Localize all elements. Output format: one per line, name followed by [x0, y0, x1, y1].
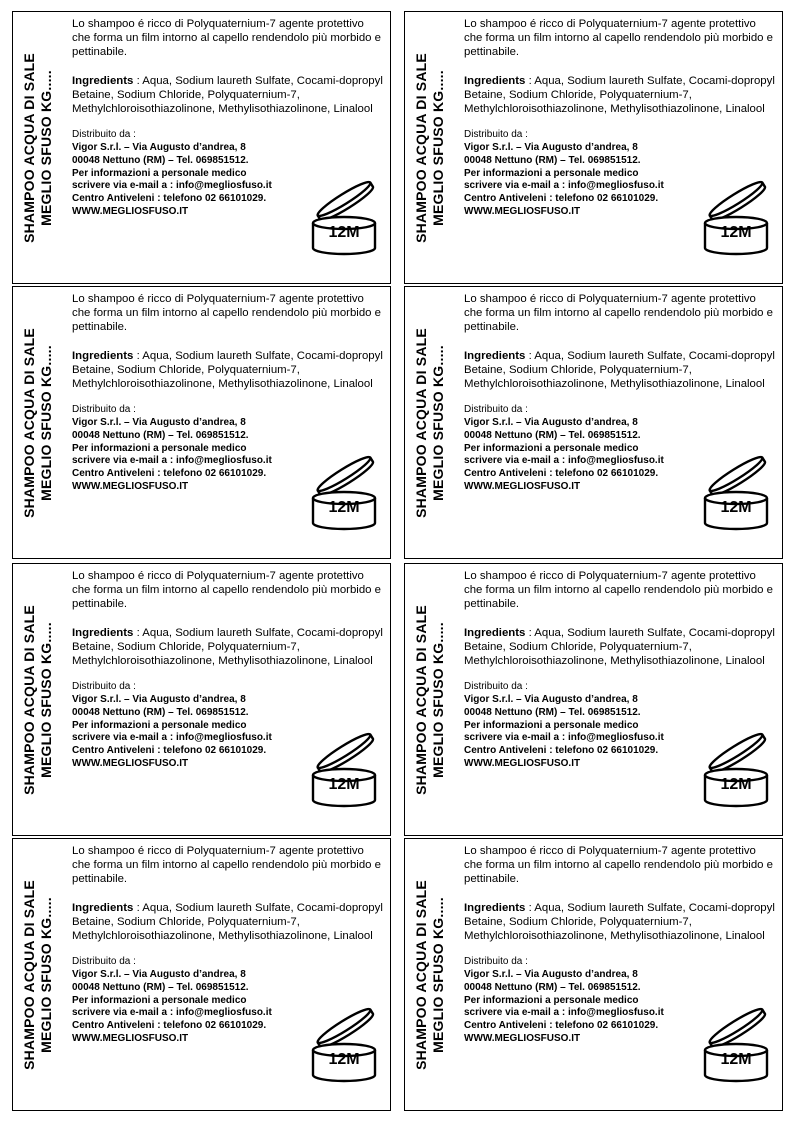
distributor-line: Vigor S.r.l. – Via Augusto d’andrea, 8	[72, 694, 246, 706]
ingredients-text: : Aqua, Sodium laureth Sulfate, Cocami-dopropyl Betaine, Sodium Chloride, Polyquaternium-7, Methylchloroisothiazolinone, Methylisothiazolinone, Linalool	[72, 349, 383, 391]
distributor-line: Per informazioni a personale medico	[72, 719, 247, 731]
distributor-line: 00048 Nettuno (RM) – Tel. 069851512.	[464, 706, 641, 718]
website-line: WWW.MEGLIOSFUSO.IT	[464, 481, 581, 492]
distributed-label: Distribuito da :	[72, 129, 136, 141]
title-line-2: MEGLIO SFUSO KG.....	[38, 344, 54, 501]
open-jar-icon	[303, 174, 385, 258]
open-jar-icon	[695, 726, 777, 810]
pao-label: 12M	[328, 224, 360, 241]
distributor-line: Centro Antiveleni : telefono 02 66101029.	[72, 193, 267, 205]
open-jar-icon	[695, 449, 777, 533]
pao-label: 12M	[720, 776, 752, 793]
distributor-line: scrivere via e-mail a : info@megliosfuso.it	[72, 732, 272, 744]
pao-label: 12M	[328, 1051, 360, 1068]
title-line-1: SHAMPOO ACQUA DI SALE	[413, 52, 429, 243]
pao-symbol	[695, 449, 777, 533]
website-line: WWW.MEGLIOSFUSO.IT	[464, 206, 581, 217]
distributed-label: Distribuito da :	[72, 956, 136, 968]
website-line: WWW.MEGLIOSFUSO.IT	[72, 206, 189, 217]
ingredients-text: : Aqua, Sodium laureth Sulfate, Cocami-dopropyl Betaine, Sodium Chloride, Polyquaternium-7, Methylchloroisothiazolinone, Methylisothiazolinone, Linalool	[464, 626, 775, 668]
product-label	[12, 286, 391, 559]
product-label	[404, 838, 783, 1111]
open-jar-icon	[695, 174, 777, 258]
distributed-label: Distribuito da :	[72, 404, 136, 416]
title-line-1: SHAMPOO ACQUA DI SALE	[21, 52, 37, 243]
pao-label: 12M	[720, 1051, 752, 1068]
distributor-line: Vigor S.r.l. – Via Augusto d’andrea, 8	[72, 417, 246, 429]
pao-symbol	[303, 1001, 385, 1085]
side-title	[407, 12, 453, 283]
distributor-line: 00048 Nettuno (RM) – Tel. 069851512.	[72, 154, 249, 166]
ingredients	[464, 349, 776, 392]
pao-symbol	[303, 449, 385, 533]
pao-symbol	[303, 174, 385, 258]
distributor-line: Centro Antiveleni : telefono 02 66101029.	[464, 1020, 659, 1032]
website-line: WWW.MEGLIOSFUSO.IT	[72, 1033, 189, 1044]
side-title	[15, 839, 61, 1110]
ingredients	[464, 901, 776, 944]
distributed-label: Distribuito da :	[464, 681, 528, 693]
product-label	[404, 11, 783, 284]
distributor-line: scrivere via e-mail a : info@megliosfuso.it	[464, 732, 664, 744]
side-title	[15, 564, 61, 835]
ingredients-text: : Aqua, Sodium laureth Sulfate, Cocami-dopropyl Betaine, Sodium Chloride, Polyquaternium-7, Methylchloroisothiazolinone, Methylisothiazolinone, Linalool	[464, 901, 775, 943]
distributor-line: Vigor S.r.l. – Via Augusto d’andrea, 8	[464, 142, 638, 154]
description: Lo shampoo é ricco di Polyquaternium-7 agente protettivo che forma un film intorno al capello rendendolo più morbido e pettinabile.	[464, 845, 773, 886]
title-line-1: SHAMPOO ACQUA DI SALE	[413, 327, 429, 518]
distributor-line: scrivere via e-mail a : info@megliosfuso.it	[72, 1007, 272, 1019]
ingredients-text: : Aqua, Sodium laureth Sulfate, Cocami-dopropyl Betaine, Sodium Chloride, Polyquaternium-7, Methylchloroisothiazolinone, Methylisothiazolinone, Linalool	[72, 74, 383, 116]
product-label	[12, 11, 391, 284]
description: Lo shampoo é ricco di Polyquaternium-7 agente protettivo che forma un film intorno al capello rendendolo più morbido e pettinabile.	[464, 293, 773, 334]
title-line-2: MEGLIO SFUSO KG.....	[430, 69, 446, 226]
distributor-line: Centro Antiveleni : telefono 02 66101029.	[464, 193, 659, 205]
distributor-line: 00048 Nettuno (RM) – Tel. 069851512.	[464, 429, 641, 441]
description: Lo shampoo é ricco di Polyquaternium-7 agente protettivo che forma un film intorno al capello rendendolo più morbido e pettinabile.	[464, 570, 773, 611]
description: Lo shampoo é ricco di Polyquaternium-7 agente protettivo che forma un film intorno al capello rendendolo più morbido e pettinabile.	[72, 845, 381, 886]
side-title	[15, 287, 61, 558]
website-line: WWW.MEGLIOSFUSO.IT	[72, 481, 189, 492]
title-line-1: SHAMPOO ACQUA DI SALE	[21, 879, 37, 1070]
distributed-label: Distribuito da :	[464, 129, 528, 141]
ingredients	[72, 349, 384, 392]
title-line-2: MEGLIO SFUSO KG.....	[430, 621, 446, 778]
product-label	[12, 563, 391, 836]
product-label	[12, 838, 391, 1111]
ingredients	[464, 74, 776, 117]
title-line-2: MEGLIO SFUSO KG.....	[38, 69, 54, 226]
side-title	[407, 287, 453, 558]
distributor-info	[464, 969, 704, 1046]
distributor-info	[72, 142, 312, 219]
open-jar-icon	[303, 449, 385, 533]
distributor-info	[72, 417, 312, 494]
description: Lo shampoo é ricco di Polyquaternium-7 agente protettivo che forma un film intorno al capello rendendolo più morbido e pettinabile.	[72, 18, 381, 59]
product-label	[404, 286, 783, 559]
ingredients-label: Ingredients	[464, 626, 526, 639]
pao-label: 12M	[328, 776, 360, 793]
description: Lo shampoo é ricco di Polyquaternium-7 agente protettivo che forma un film intorno al capello rendendolo più morbido e pettinabile.	[464, 18, 773, 59]
distributor-line: Per informazioni a personale medico	[464, 167, 639, 179]
ingredients-text: : Aqua, Sodium laureth Sulfate, Cocami-dopropyl Betaine, Sodium Chloride, Polyquaternium-7, Methylchloroisothiazolinone, Methylisothiazolinone, Linalool	[72, 901, 383, 943]
title-line-2: MEGLIO SFUSO KG.....	[38, 621, 54, 778]
distributor-line: Vigor S.r.l. – Via Augusto d’andrea, 8	[72, 142, 246, 154]
distributor-line: Per informazioni a personale medico	[464, 442, 639, 454]
ingredients	[72, 626, 384, 669]
ingredients-label: Ingredients	[464, 901, 526, 914]
website-line: WWW.MEGLIOSFUSO.IT	[464, 758, 581, 769]
ingredients-label: Ingredients	[72, 74, 134, 87]
distributor-line: scrivere via e-mail a : info@megliosfuso.it	[464, 1007, 664, 1019]
distributor-line: Per informazioni a personale medico	[72, 442, 247, 454]
pao-symbol	[303, 726, 385, 810]
pao-label: 12M	[720, 499, 752, 516]
distributor-info	[464, 417, 704, 494]
distributed-label: Distribuito da :	[72, 681, 136, 693]
distributor-info	[72, 694, 312, 771]
distributor-line: 00048 Nettuno (RM) – Tel. 069851512.	[464, 154, 641, 166]
website-line: WWW.MEGLIOSFUSO.IT	[464, 1033, 581, 1044]
side-title	[407, 839, 453, 1110]
website-line: WWW.MEGLIOSFUSO.IT	[72, 758, 189, 769]
distributor-line: 00048 Nettuno (RM) – Tel. 069851512.	[72, 981, 249, 993]
pao-label: 12M	[328, 499, 360, 516]
title-line-1: SHAMPOO ACQUA DI SALE	[21, 327, 37, 518]
pao-label: 12M	[720, 224, 752, 241]
ingredients	[72, 901, 384, 944]
distributor-line: Per informazioni a personale medico	[464, 994, 639, 1006]
distributor-line: Centro Antiveleni : telefono 02 66101029.	[72, 468, 267, 480]
title-line-1: SHAMPOO ACQUA DI SALE	[413, 879, 429, 1070]
distributor-line: scrivere via e-mail a : info@megliosfuso.it	[72, 180, 272, 192]
distributor-line: Centro Antiveleni : telefono 02 66101029.	[464, 468, 659, 480]
distributor-info	[464, 694, 704, 771]
title-line-2: MEGLIO SFUSO KG.....	[38, 896, 54, 1053]
distributor-line: Centro Antiveleni : telefono 02 66101029.	[72, 745, 267, 757]
distributor-line: 00048 Nettuno (RM) – Tel. 069851512.	[72, 706, 249, 718]
distributor-line: Centro Antiveleni : telefono 02 66101029.	[72, 1020, 267, 1032]
title-line-1: SHAMPOO ACQUA DI SALE	[21, 604, 37, 795]
ingredients-label: Ingredients	[72, 901, 134, 914]
ingredients	[464, 626, 776, 669]
distributor-line: Centro Antiveleni : telefono 02 66101029.	[464, 745, 659, 757]
distributed-label: Distribuito da :	[464, 956, 528, 968]
distributed-label: Distribuito da :	[464, 404, 528, 416]
distributor-line: Vigor S.r.l. – Via Augusto d’andrea, 8	[464, 694, 638, 706]
open-jar-icon	[695, 1001, 777, 1085]
side-title	[15, 12, 61, 283]
distributor-line: 00048 Nettuno (RM) – Tel. 069851512.	[464, 981, 641, 993]
pao-symbol	[695, 726, 777, 810]
description: Lo shampoo é ricco di Polyquaternium-7 agente protettivo che forma un film intorno al capello rendendolo più morbido e pettinabile.	[72, 570, 381, 611]
pao-symbol	[695, 174, 777, 258]
distributor-line: Vigor S.r.l. – Via Augusto d’andrea, 8	[72, 969, 246, 981]
ingredients	[72, 74, 384, 117]
description: Lo shampoo é ricco di Polyquaternium-7 agente protettivo che forma un film intorno al capello rendendolo più morbido e pettinabile.	[72, 293, 381, 334]
pao-symbol	[695, 1001, 777, 1085]
ingredients-label: Ingredients	[72, 349, 134, 362]
distributor-info	[72, 969, 312, 1046]
distributor-line: Per informazioni a personale medico	[72, 994, 247, 1006]
side-title	[407, 564, 453, 835]
ingredients-label: Ingredients	[464, 74, 526, 87]
distributor-line: Vigor S.r.l. – Via Augusto d’andrea, 8	[464, 969, 638, 981]
ingredients-label: Ingredients	[72, 626, 134, 639]
distributor-line: scrivere via e-mail a : info@megliosfuso.it	[464, 180, 664, 192]
title-line-2: MEGLIO SFUSO KG.....	[430, 344, 446, 501]
ingredients-label: Ingredients	[464, 349, 526, 362]
product-label	[404, 563, 783, 836]
distributor-line: Vigor S.r.l. – Via Augusto d’andrea, 8	[464, 417, 638, 429]
distributor-line: scrivere via e-mail a : info@megliosfuso.it	[464, 455, 664, 467]
distributor-info	[464, 142, 704, 219]
ingredients-text: : Aqua, Sodium laureth Sulfate, Cocami-dopropyl Betaine, Sodium Chloride, Polyquaternium-7, Methylchloroisothiazolinone, Methylisothiazolinone, Linalool	[464, 74, 775, 116]
title-line-1: SHAMPOO ACQUA DI SALE	[413, 604, 429, 795]
distributor-line: scrivere via e-mail a : info@megliosfuso.it	[72, 455, 272, 467]
distributor-line: Per informazioni a personale medico	[72, 167, 247, 179]
open-jar-icon	[303, 726, 385, 810]
open-jar-icon	[303, 1001, 385, 1085]
ingredients-text: : Aqua, Sodium laureth Sulfate, Cocami-dopropyl Betaine, Sodium Chloride, Polyquaternium-7, Methylchloroisothiazolinone, Methylisothiazolinone, Linalool	[464, 349, 775, 391]
distributor-line: 00048 Nettuno (RM) – Tel. 069851512.	[72, 429, 249, 441]
ingredients-text: : Aqua, Sodium laureth Sulfate, Cocami-dopropyl Betaine, Sodium Chloride, Polyquaternium-7, Methylchloroisothiazolinone, Methylisothiazolinone, Linalool	[72, 626, 383, 668]
distributor-line: Per informazioni a personale medico	[464, 719, 639, 731]
title-line-2: MEGLIO SFUSO KG.....	[430, 896, 446, 1053]
